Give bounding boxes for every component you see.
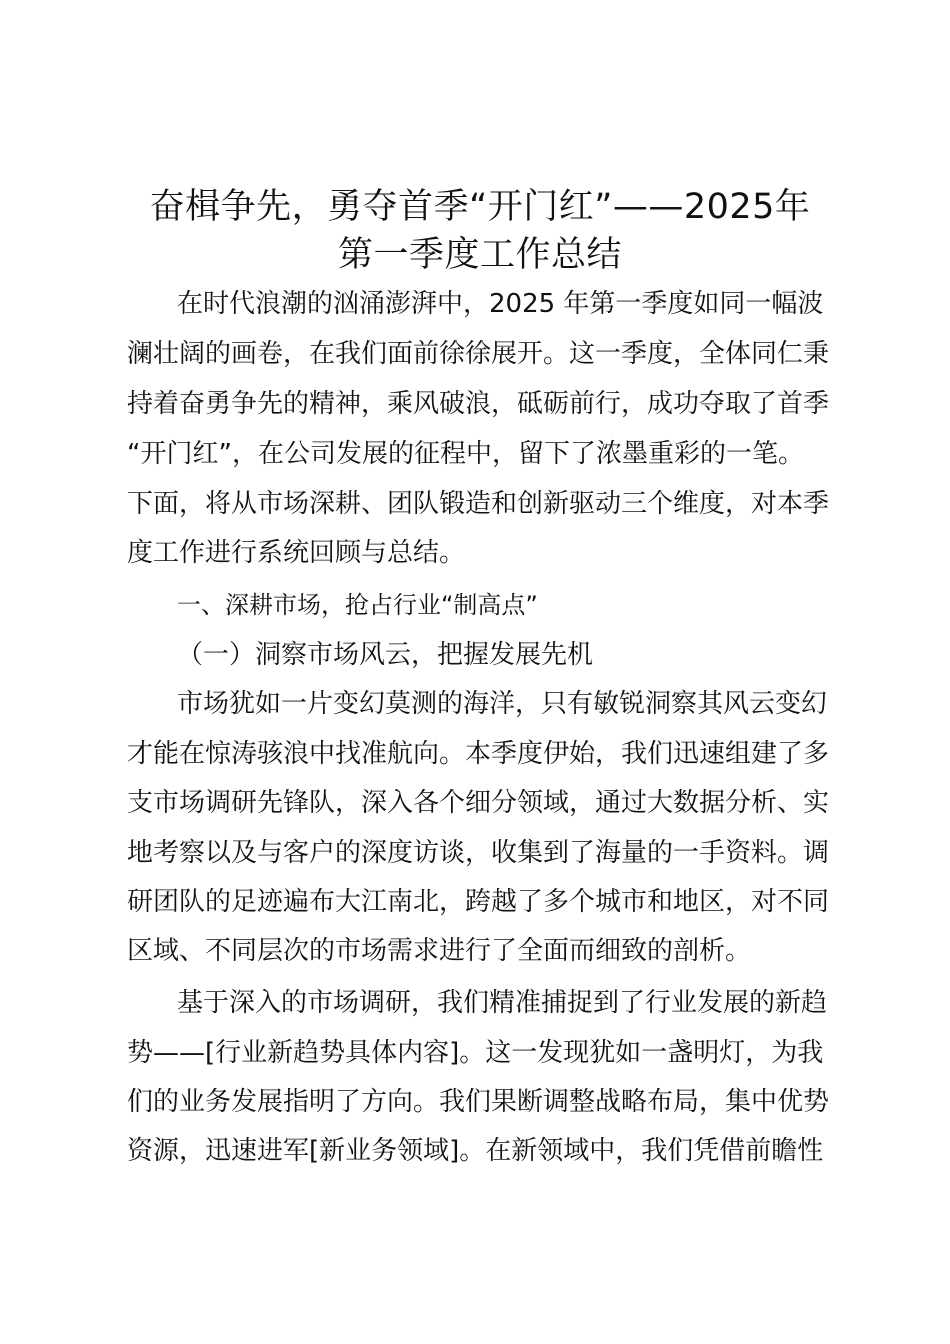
intro-line-5: 下面，将从市场深耕、团队锻造和创新驱动三个维度，对本季 [127,489,830,519]
section-heading-1: 一、深耕市场，抢占行业“制高点” [177,591,538,619]
paragraph-2-line-1: 市场犹如一片变幻莫测的海洋，只有敏锐洞察其风云变幻 [177,689,828,719]
paragraph-3-line-2: 势——[行业新趋势具体内容]。这一发现犹如一盏明灯，为我 [127,1038,824,1068]
paragraph-3-line-4: 资源，迅速进军[新业务领域]。在新领域中，我们凭借前瞻性 [127,1136,824,1166]
document-title-line-1: 奋楫争先，勇夺首季“开门红”——2025年 [149,187,811,227]
paragraph-2-line-6: 区域、不同层次的市场需求进行了全面而细致的剖析。 [127,936,752,966]
intro-line-4: “开门红”，在公司发展的征程中，留下了浓墨重彩的一笔。 [127,439,804,469]
paragraph-3-line-3: 们的业务发展指明了方向。我们果断调整战略布局，集中优势 [127,1087,830,1117]
intro-line-6: 度工作进行系统回顾与总结。 [127,538,466,568]
intro-line-3: 持着奋勇争先的精神，乘风破浪，砥砺前行，成功夺取了首季 [127,389,830,419]
intro-line-2: 澜壮阔的画卷，在我们面前徐徐展开。这一季度，全体同仁秉 [127,339,830,369]
paragraph-3-line-1: 基于深入的市场调研，我们精准捕捉到了行业发展的新趋 [177,988,828,1018]
document-title-line-2: 第一季度工作总结 [337,235,622,275]
paragraph-2-line-3: 支市场调研先锋队，深入各个细分领域，通过大数据分析、实 [127,788,830,818]
paragraph-2-line-4: 地考察以及与客户的深度访谈，收集到了海量的一手资料。调 [127,838,830,868]
paragraph-2-line-2: 才能在惊涛骇浪中找准航向。本季度伊始，我们迅速组建了多 [127,739,830,769]
intro-line-1: 在时代浪潮的汹涌澎湃中，2025 年第一季度如同一幅波 [177,289,824,319]
paragraph-2-line-5: 研团队的足迹遍布大江南北，跨越了多个城市和地区，对不同 [127,887,830,917]
subsection-heading-1: （一）洞察市场风云，把握发展先机 [177,640,594,670]
